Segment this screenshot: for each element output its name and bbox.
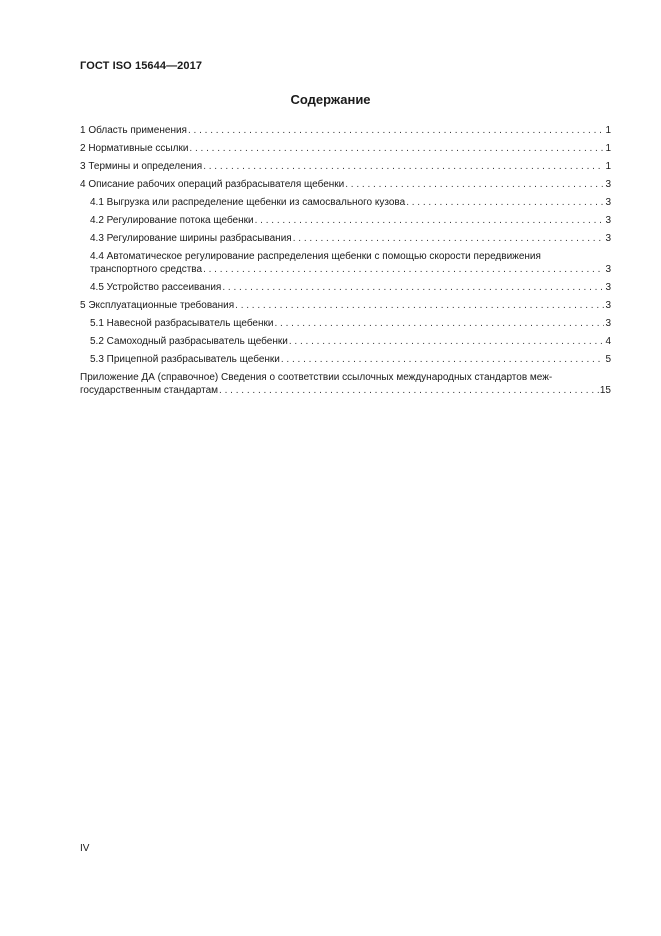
toc-entry[interactable]	[80, 124, 611, 137]
toc-leader-dots	[274, 317, 604, 330]
toc-entry-title: 4.2 Регулирование потока щебенки	[90, 215, 254, 226]
toc-leader-dots	[188, 124, 604, 137]
toc-entry-title: 2 Нормативные ссылки	[80, 143, 189, 154]
toc-entry-title: транспортного средства	[90, 264, 203, 275]
toc-entry[interactable]	[80, 250, 611, 276]
toc-entry[interactable]	[80, 335, 611, 348]
toc-entry[interactable]	[80, 178, 611, 191]
toc-entry-page: 3	[605, 300, 611, 311]
toc-entry[interactable]	[80, 353, 611, 366]
toc-entry-title: 4.1 Выгрузка или распределение щебенки из самосвального кузова	[90, 197, 406, 208]
toc-leader-dots	[219, 384, 599, 397]
toc-entry[interactable]	[80, 317, 611, 330]
toc-leader-dots	[281, 353, 605, 366]
toc-leader-dots	[235, 299, 604, 312]
toc-leader-dots	[345, 178, 604, 191]
toc-entry-page: 4	[605, 336, 611, 347]
toc-entry-page: 3	[605, 215, 611, 226]
toc-entry[interactable]	[80, 232, 611, 245]
toc-entry-page: 1	[605, 161, 611, 172]
toc-leader-dots	[406, 196, 604, 209]
toc-entry-title-line1: 4.4 Автоматическое регулирование распределения щебенки с помощью скорости передвижения	[90, 251, 541, 262]
toc-entry-title: 5.3 Прицепной разбрасыватель щебенки	[90, 354, 280, 365]
toc-entry-title: 4.3 Регулирование ширины разбрасывания	[90, 233, 292, 244]
toc-entry-title: 3 Термины и определения	[80, 161, 203, 172]
toc-entry[interactable]	[80, 299, 611, 312]
toc-entry-title: 1 Область применения	[80, 125, 187, 136]
toc-entry-page: 3	[605, 282, 611, 293]
toc-leader-dots	[289, 335, 605, 348]
toc-entry[interactable]	[80, 142, 611, 155]
toc-entry[interactable]	[80, 281, 611, 294]
toc-entry-title: 4 Описание рабочих операций разбрасывателя щебенки	[80, 179, 345, 190]
toc-leader-dots	[255, 214, 605, 227]
toc-entry-title: 5.1 Навесной разбрасыватель щебенки	[90, 318, 274, 329]
toc-entry-page: 3	[605, 264, 611, 275]
toc-entry-title-line1: Приложение ДА (справочное) Сведения о соответствии ссылочных международных стандартов меж-	[80, 372, 553, 383]
toc-entry-page: 1	[605, 143, 611, 154]
toc-entry-page: 3	[605, 318, 611, 329]
toc-leader-dots	[203, 263, 604, 276]
toc-leader-dots	[222, 281, 604, 294]
toc-entry-page: 15	[599, 385, 611, 396]
toc-entry[interactable]	[80, 160, 611, 173]
toc-entry-title: государственным стандартам	[80, 385, 219, 396]
toc-entry-page: 1	[605, 125, 611, 136]
toc-entry-title: 4.5 Устройство рассеивания	[90, 282, 222, 293]
document-header: ГОСТ ISO 15644—2017	[80, 60, 203, 72]
toc-entry-title: 5.2 Самоходный разбрасыватель щебенки	[90, 336, 288, 347]
page-number: IV	[80, 843, 90, 854]
toc-entry-page: 3	[605, 197, 611, 208]
toc-leader-dots	[189, 142, 604, 155]
toc-entry-page: 3	[605, 179, 611, 190]
toc-entry[interactable]	[80, 214, 611, 227]
toc-entry[interactable]	[80, 196, 611, 209]
toc-entry-page: 3	[605, 233, 611, 244]
toc-leader-dots	[203, 160, 604, 173]
toc-leader-dots	[293, 232, 605, 245]
toc-entry-title: 5 Эксплуатационные требования	[80, 300, 235, 311]
toc-entry-page: 5	[605, 354, 611, 365]
table-of-contents	[80, 124, 611, 402]
contents-title: Содержание	[290, 92, 371, 107]
toc-entry[interactable]	[80, 371, 611, 397]
